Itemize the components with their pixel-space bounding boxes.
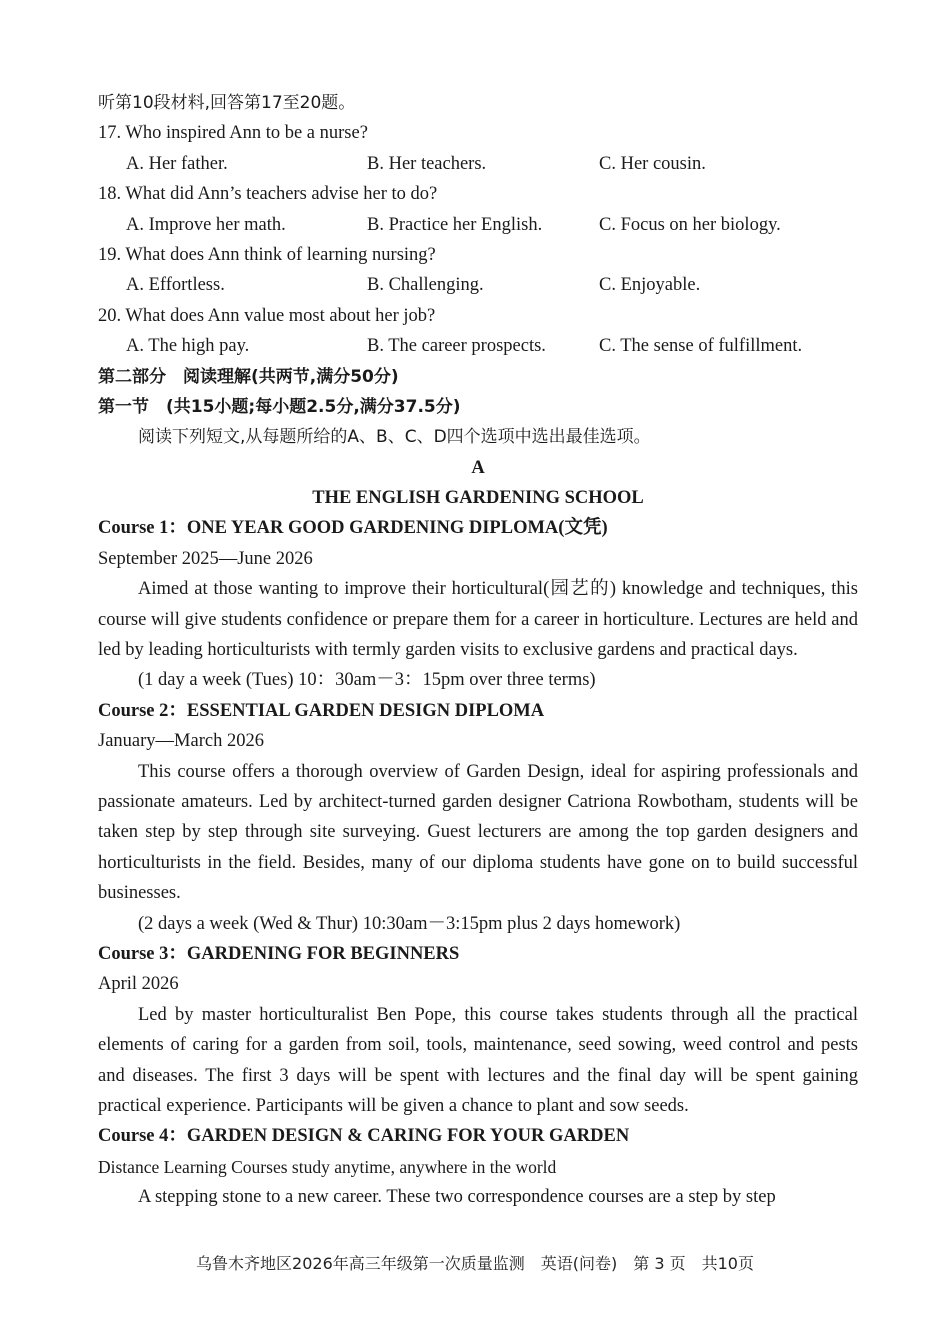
course-description: Led by master horticulturalist Ben Pope, this course takes students through all the practical elements of caring for a garden from soil, tools, maintenance, seed sowing, weed control and pests and diseases. The first 3 days will be spent with lectures and the final day will be spent gaining practical experience. Participants will be given a chance to plant and sow seeds.	[98, 1004, 858, 1117]
page-content	[98, 88, 858, 1213]
option-c: C. Enjoyable.	[599, 275, 701, 296]
course-2	[98, 696, 858, 939]
course-schedule: (2 days a week (Wed & Thur) 10:30am－3:15pm plus 2 days homework)	[138, 913, 681, 934]
question-stem: 20. What does Ann value most about her job?	[98, 305, 436, 326]
option-c: C. The sense of fulfillment.	[599, 336, 803, 357]
option-b: B. Challenging.	[367, 275, 484, 296]
course-dates: Distance Learning Courses study anytime, anywhere in the world	[98, 1156, 557, 1177]
question-20	[98, 301, 858, 362]
course-description: This course offers a thorough overview of Garden Design, ideal for aspiring professionals and passionate amateurs. Led by architect-turned garden designer Catriona Rowbotham, students will be taken step by step through site surveying. Guest lecturers are among the top garden designers and horticulturists in the field. Besides, many of our diploma students have gone on to build successful businesses.	[98, 761, 858, 904]
course-1	[98, 513, 858, 695]
course-dates: September 2025—June 2026	[98, 548, 313, 569]
section-title: 第一节 (共15小题;每小题2.5分,满分37.5分)	[98, 396, 461, 417]
question-stem: 18. What did Ann’s teachers advise her to do?	[98, 184, 438, 205]
option-a: A. Improve her math.	[126, 214, 286, 235]
course-3	[98, 939, 858, 1121]
question-stem: 17. Who inspired Ann to be a nurse?	[98, 123, 368, 144]
course-title: Course 1：ONE YEAR GOOD GARDENING DIPLOMA(文凭)	[98, 518, 608, 539]
course-title: Course 4：GARDEN DESIGN & CARING FOR YOUR GARDEN	[98, 1126, 630, 1147]
reading-instruction: 阅读下列短文,从每题所给的A、B、C、D四个选项中选出最佳选项。	[138, 427, 651, 448]
course-title: Course 2：ESSENTIAL GARDEN DESIGN DIPLOMA	[98, 700, 545, 721]
option-a: A. The high pay.	[126, 336, 250, 357]
option-b: B. Her teachers.	[367, 153, 487, 174]
option-row	[98, 210, 858, 240]
question-stem: 19. What does Ann think of learning nursing?	[98, 244, 436, 265]
option-c: C. Her cousin.	[599, 153, 706, 174]
option-row	[98, 270, 858, 300]
question-18	[98, 179, 858, 240]
option-c: C. Focus on her biology.	[599, 214, 781, 235]
question-17	[98, 118, 858, 179]
page-footer: 乌鲁木齐地区2026年高三年级第一次质量监测 英语(问卷) 第 3 页 共10页	[196, 1254, 754, 1273]
question-19	[98, 240, 858, 301]
course-title: Course 3：GARDENING FOR BEGINNERS	[98, 944, 460, 965]
passage-letter: A	[471, 457, 485, 478]
option-b: B. Practice her English.	[367, 214, 543, 235]
passage-title: THE ENGLISH GARDENING SCHOOL	[312, 488, 644, 509]
option-b: B. The career prospects.	[367, 336, 546, 357]
option-row	[98, 149, 858, 179]
course-dates: January—March 2026	[98, 731, 264, 752]
course-dates: April 2026	[98, 974, 179, 995]
course-schedule: (1 day a week (Tues) 10：30am－3：15pm over three terms)	[138, 670, 596, 691]
course-4	[98, 1121, 858, 1212]
course-description: A stepping stone to a new career. These two correspondence courses are a step by step	[138, 1187, 776, 1208]
option-a: A. Her father.	[126, 153, 228, 174]
course-description: Aimed at those wanting to improve their horticultural(园艺的) knowledge and techniques, this course will give students confidence or prepare them for a career in horticulture. Lectures are held and led by leading horticulturists with termly garden visits to exclusive gardens and practical days.	[98, 579, 858, 661]
option-row	[98, 331, 858, 361]
part-title: 第二部分 阅读理解(共两节,满分50分)	[98, 366, 399, 387]
option-a: A. Effortless.	[126, 275, 225, 296]
listening-instruction: 听第10段材料,回答第17至20题。	[98, 93, 356, 113]
